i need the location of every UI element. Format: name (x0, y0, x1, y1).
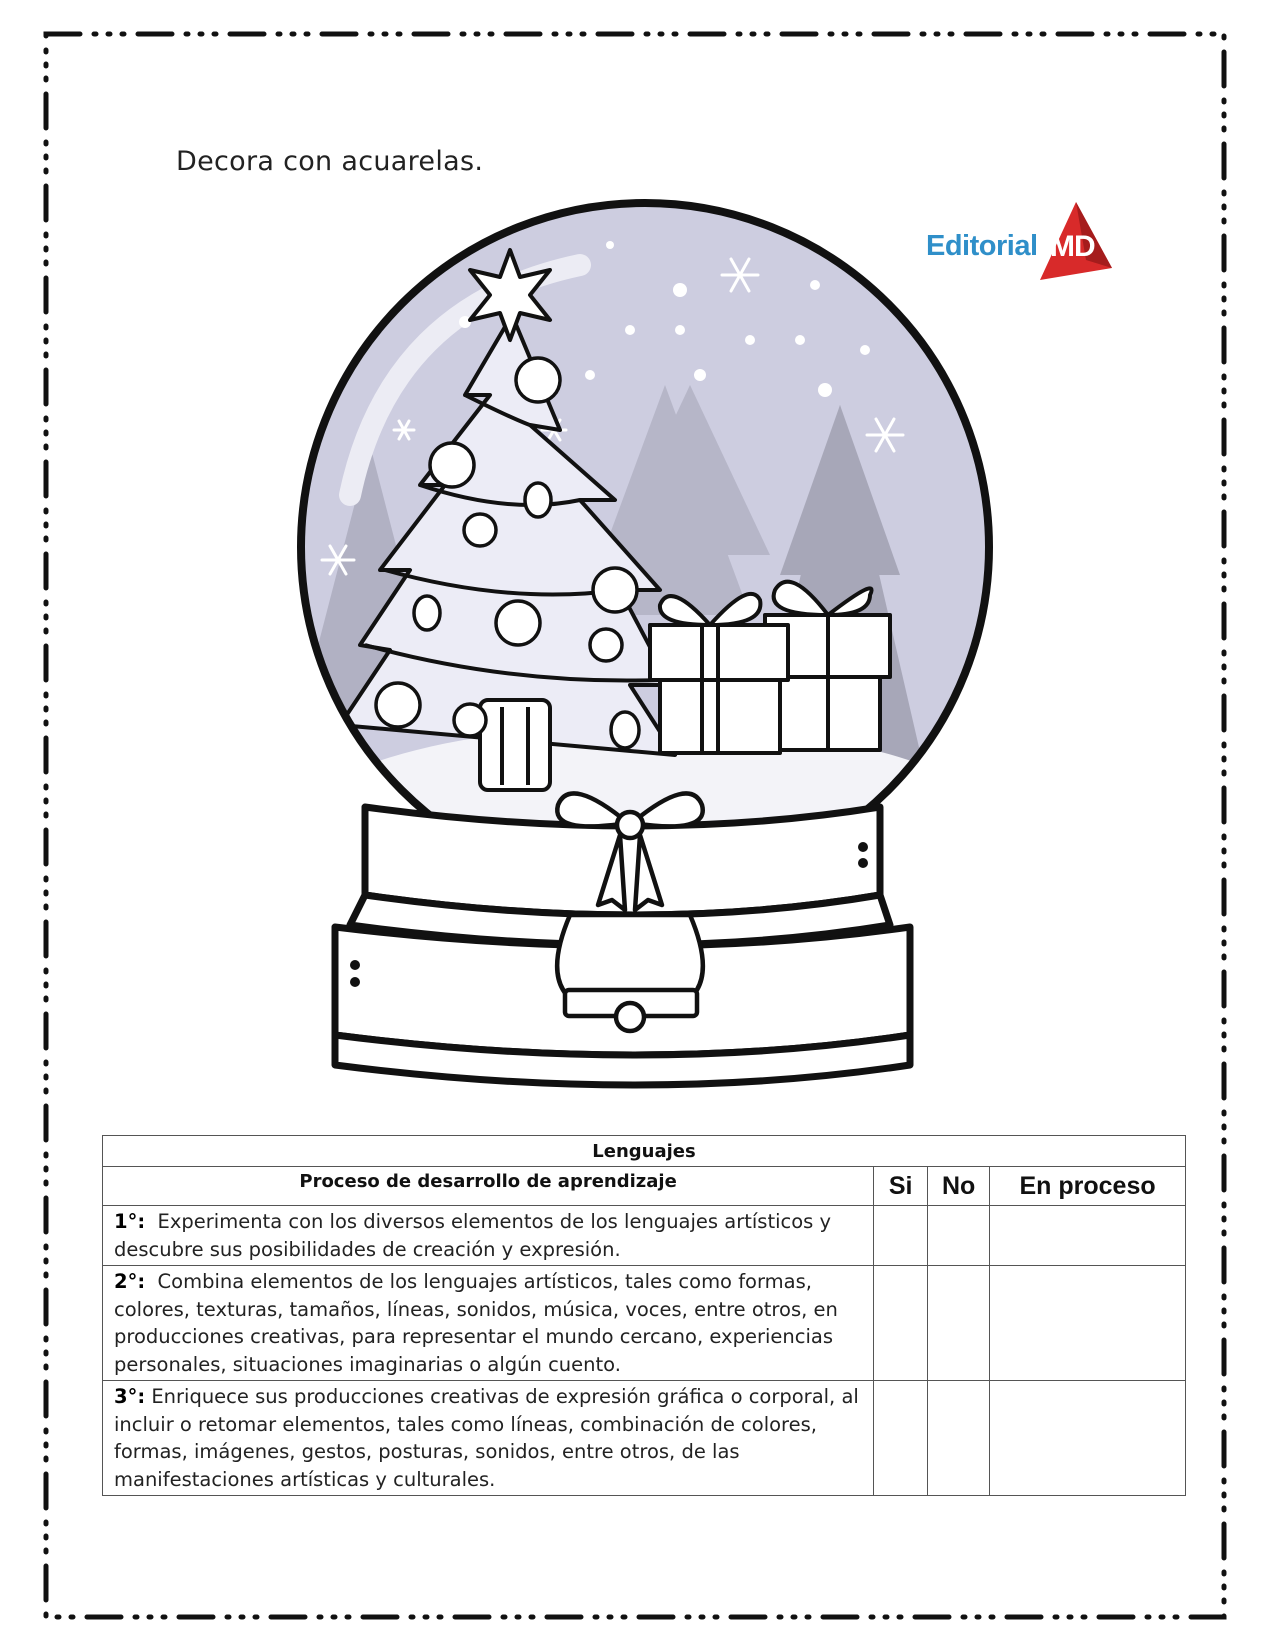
table-row (103, 1381, 1186, 1496)
rubric-table (102, 1135, 1186, 1496)
criterion-cell (103, 1266, 874, 1381)
grade-label: 2°: (114, 1270, 146, 1293)
table-row (103, 1206, 1186, 1266)
rubric-area-title: Lenguajes (103, 1136, 1186, 1167)
criterion-cell (103, 1206, 874, 1266)
criterion-text: Experimenta con los diversos elementos de los lenguajes artísticos y descubre sus posibilidades de creación y expresión. (114, 1210, 832, 1261)
check-cell-si[interactable] (874, 1381, 928, 1496)
logo-word: Editorial (926, 230, 1038, 262)
check-cell-no[interactable] (928, 1381, 990, 1496)
check-cell-no[interactable] (928, 1206, 990, 1266)
check-cell-no[interactable] (928, 1266, 990, 1381)
criterion-cell (103, 1381, 874, 1496)
process-header: Proceso de desarrollo de aprendizaje (103, 1167, 874, 1206)
criterion-text: Enriquece sus producciones creativas de expresión gráfica o corporal, al incluir o retomar elementos, tales como líneas, combinación de colores, formas, imágenes, gestos, posturas, sonidos, entre otros, de las manifestaciones artísticas y culturales. (114, 1385, 859, 1491)
check-cell-si[interactable] (874, 1206, 928, 1266)
check-cell-en-proceso[interactable] (990, 1381, 1186, 1496)
table-row (103, 1266, 1186, 1381)
column-header-en-proceso: En proceso (990, 1167, 1186, 1206)
grade-label: 3°: (114, 1385, 146, 1408)
criterion-text: Combina elementos de los lenguajes artísticos, tales como formas, colores, texturas, tamaños, líneas, sonidos, música, voces, entre otros, en producciones creativas, para representar el mundo cercano, experiencias personales, situaciones imaginarias o algún cuento. (114, 1270, 838, 1376)
check-cell-en-proceso[interactable] (990, 1206, 1186, 1266)
check-cell-en-proceso[interactable] (990, 1266, 1186, 1381)
rubric-area-row (103, 1136, 1186, 1167)
instruction-text: Decora con acuarelas. (176, 146, 484, 177)
logo-mark: MD (1050, 230, 1095, 263)
rubric-header-row (103, 1167, 1186, 1206)
column-header-si: Si (874, 1167, 928, 1206)
column-header-no: No (928, 1167, 990, 1206)
snow-globe-illustration (280, 195, 1020, 1095)
grade-label: 1°: (114, 1210, 146, 1233)
check-cell-si[interactable] (874, 1266, 928, 1381)
